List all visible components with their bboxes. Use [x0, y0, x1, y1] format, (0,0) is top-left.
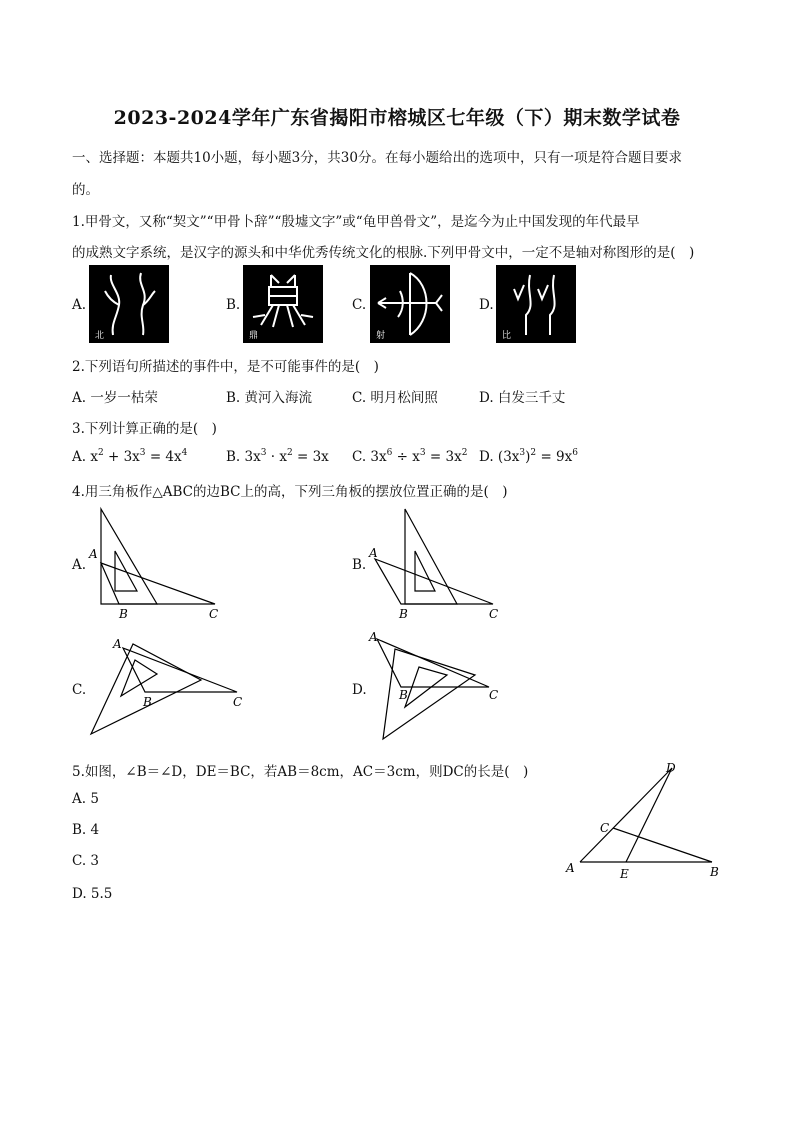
- q4-option-b-letter[interactable]: B.: [352, 557, 367, 573]
- q5-label-b: B: [710, 865, 719, 879]
- q5-option-a[interactable]: A. 5: [72, 791, 99, 807]
- q2-stem: 2.下列语句所描述的事件中，是不可能事件的是( ): [72, 359, 379, 375]
- page-title: 2023-2024学年广东省揭阳市榕城区七年级（下）期末数学试卷: [113, 107, 681, 129]
- q3-option-b[interactable]: B. $3x^3 \cdot x^2 = 3x$: [226, 448, 329, 465]
- q4c-label-b: B: [143, 695, 152, 709]
- q4a-label-c: C: [209, 607, 219, 621]
- q4a-label-a: A: [89, 547, 98, 561]
- q2-option-b[interactable]: B. 黄河入海流: [226, 390, 313, 406]
- q5-option-d[interactable]: D. 5.5: [72, 886, 113, 902]
- q1-glyph-bei[interactable]: [89, 265, 169, 343]
- q4b-label-c: C: [489, 607, 499, 621]
- q4-option-d-letter[interactable]: D.: [352, 682, 367, 698]
- q4b-label-a: A: [369, 546, 378, 560]
- section-header-line1: 一、选择题：本题共10小题，每小题3分，共30分。在每小题给出的选项中，只有一项是符合题目要求: [72, 150, 682, 166]
- q4-stem: 4.用三角板作△ABC的边BC上的高，下列三角板的摆放位置正确的是( ): [72, 484, 508, 500]
- q5-label-d: D: [666, 761, 676, 775]
- q4-option-d-figure[interactable]: [365, 627, 515, 749]
- q5-option-c[interactable]: C. 3: [72, 853, 100, 869]
- q3-option-c[interactable]: C. $3x^6 \div x^3 = 3x^2$: [352, 448, 468, 465]
- q4-option-b-figure[interactable]: [365, 505, 515, 625]
- q5-figure: [560, 756, 730, 886]
- q4d-label-c: C: [489, 688, 499, 702]
- q2-option-c[interactable]: C. 明月松间照: [352, 390, 438, 406]
- q4-option-c-figure[interactable]: [85, 632, 260, 747]
- q5-label-e: E: [620, 867, 629, 881]
- q4d-label-b: B: [399, 688, 408, 702]
- q5-label-a: A: [566, 861, 575, 875]
- q4-option-a-letter[interactable]: A.: [72, 557, 87, 573]
- q1-glyph-ding-caption: 鼎: [249, 331, 259, 341]
- q4c-label-c: C: [233, 695, 243, 709]
- q1-glyph-she[interactable]: [370, 265, 450, 343]
- q1-option-a-letter[interactable]: A.: [72, 297, 87, 313]
- q1-stem-line2: 的成熟文字系统，是汉字的源头和中华优秀传统文化的根脉.下列甲骨文中，一定不是轴对称图形的是( ): [72, 245, 695, 261]
- q1-stem-line1: 1.甲骨文，又称“契文”“甲骨卜辞”“殷墟文字”或“龟甲兽骨文”，是迄今为止中国发现的年代最早: [72, 214, 640, 230]
- q5-label-c: C: [600, 821, 610, 835]
- section-header-line2: 的。: [72, 182, 99, 198]
- q1-glyph-bei-caption: 北: [95, 331, 105, 341]
- q4d-label-a: A: [369, 630, 378, 644]
- q4b-label-b: B: [399, 607, 408, 621]
- q1-glyph-ding[interactable]: [243, 265, 323, 343]
- q3-stem: 3.下列计算正确的是( ): [72, 421, 217, 437]
- q2-option-a[interactable]: A. 一岁一枯荣: [72, 390, 158, 406]
- q5-stem: 5.如图，∠B＝∠D，DE＝BC，若AB＝8cm，AC＝3cm，则DC的长是( ): [72, 764, 529, 780]
- q1-option-b-letter[interactable]: B.: [226, 297, 241, 313]
- q4-option-c-letter[interactable]: C.: [72, 682, 87, 698]
- q3-option-d[interactable]: D. $(3x^3)^2 = 9x^6$: [479, 448, 578, 465]
- q5-option-b[interactable]: B. 4: [72, 822, 100, 838]
- q4-option-a-figure[interactable]: [85, 505, 235, 625]
- q1-glyph-bi-caption: 比: [502, 331, 512, 341]
- q2-option-d[interactable]: D. 白发三千丈: [479, 390, 566, 406]
- q1-option-c-letter[interactable]: C.: [352, 297, 367, 313]
- q3-option-a[interactable]: A. $x^2 + 3x^3 = 4x^4$: [72, 448, 188, 465]
- q4a-label-b: B: [119, 607, 128, 621]
- q1-option-d-letter[interactable]: D.: [479, 297, 494, 313]
- q4c-label-a: A: [113, 637, 122, 651]
- q1-glyph-she-caption: 射: [376, 331, 386, 341]
- q1-glyph-bi[interactable]: [496, 265, 576, 343]
